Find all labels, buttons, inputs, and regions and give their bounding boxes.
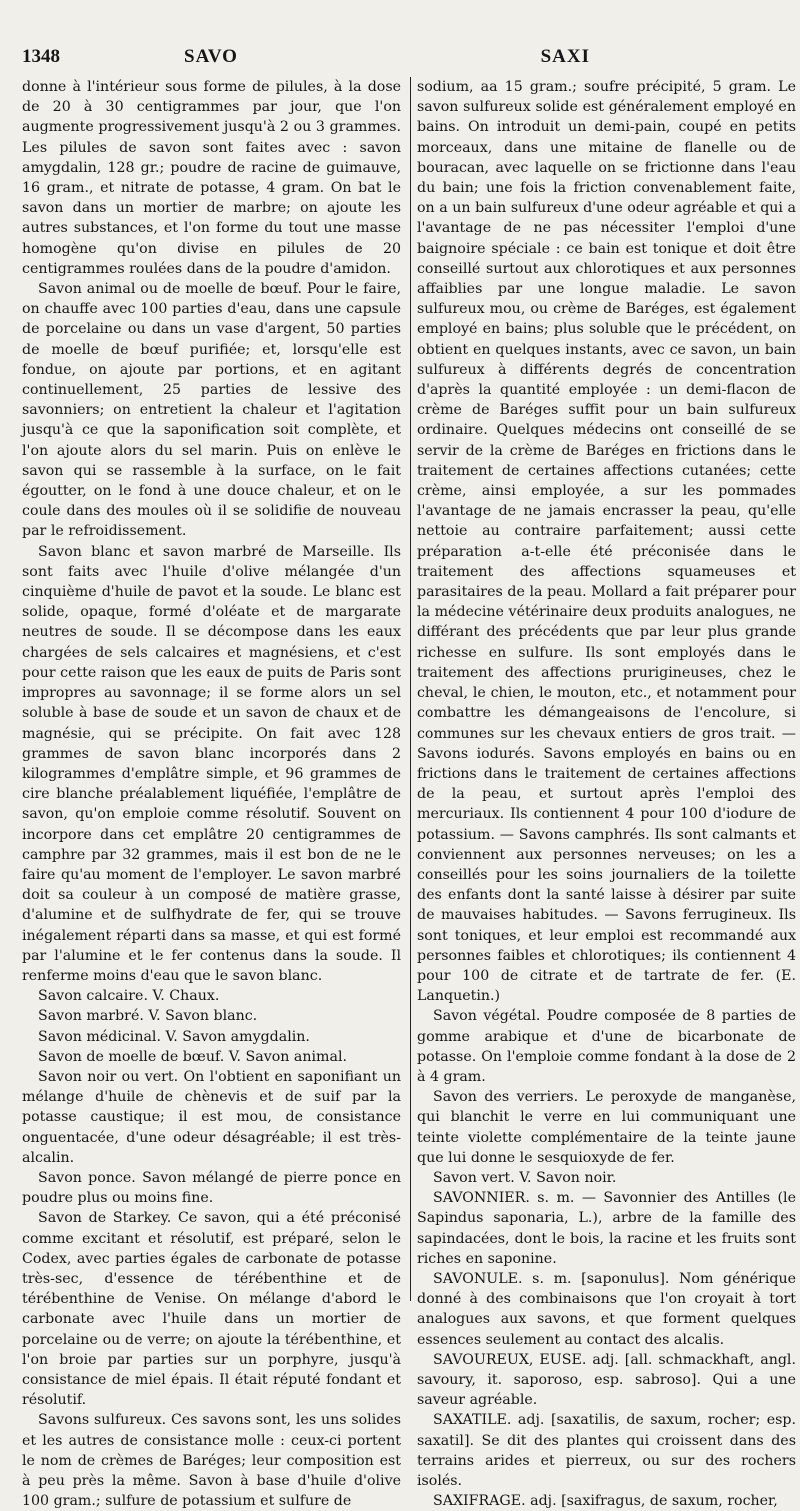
paragraph: Savon animal ou de moelle de bœuf. Pour le faire, on chauffe avec 100 parties d'eau, dans une capsule de porcelaine ou dans un vase d'argent, 50 parties de moelle de bœuf purifiée; et, lorsqu'elle est fondue, on ajoute par portions, et en agitant continuellement, 25 parties de lessive des savonniers; on entretient la chaleur et l'agitation jusqu'à ce que la saponification soit complète, et l'on ajoute alors du sel marin. Puis on enlève le savon qui se rassemble à la surface, on le fait égoutter, on le fond à une douce chaleur, et on le coule dans des moules où il se solidifie de nouveau par le refroidissement. [22,281,401,540]
right-column [416,77,796,1510]
paragraph: Savon médicinal. V. Savon amygdalin. [38,1028,310,1045]
column-divider [410,77,411,1301]
running-header [22,46,782,68]
dictionary-entry: SAVONULE. s. m. [saponulus]. Nom générique donné à des combinaisons que l'on croyait à tort analogues aux savons, et que forment quelques essences seulement au contact des alcalis. [416,1270,796,1348]
paragraph: Savon des verriers. Le peroxyde de manganèse, qui blanchit le verre en lui communiquant une teinte violette complémentaire de la teinte jaune que lui donne le sesquioxyde de fer. [416,1089,796,1166]
dictionary-entry: SAXIFRAGE. adj. [saxifragus, de saxum, rocher, [432,1493,778,1510]
paragraph: Savons sulfureux. Ces savons sont, les uns solides et les autres de consistance molle : ceux-ci portent le nom de crèmes de Baréges; leur composition est à peu près la même. Savon à base d'huile d'olive 100 gram.; sulfure de potassium et sulfure de [22,1412,401,1510]
page-number: 1348 [22,46,60,67]
paragraph: donne à l'intérieur sous forme de pilules, à la dose de 20 à 30 centigrammes par jour, que l'on augmente progressivement jusqu'à 2 ou 3 grammes. Les pilules de savon sont faites avec : savon amygdalin, 128 gr.; poudre de racine de guimauve, 16 gram., et nitrate de potasse, 4 gram. On bat le savon dans un mortier de marbre; on ajoute les autres substances, et l'on forme du tout une masse homogène qu'on divise en pilules de 20 centigrammes roulées dans de la poudre d'amidon. [22,79,401,277]
paragraph: Savon vert. V. Savon noir. [432,1169,617,1186]
paragraph: Savon calcaire. V. Chaux. [38,988,220,1005]
paragraph: Savon noir ou vert. On l'obtient en saponifiant un mélange d'huile de chènevis et de suif par la potasse caustique; il est mou, de consistance onguentacée, d'une odeur désagréable; il est très-alcalin. [22,1068,401,1166]
dictionary-entry: SAVOUREUX, EUSE. adj. [all. schmackhaft, angl. savoury, it. saporoso, esp. sabroso]. Qui a une saveur agréable. [416,1351,796,1409]
paragraph: Savon végétal. Poudre composée de 8 parties de gomme arabique et d'une de bicarbonate de potasse. On l'emploie comme fondant à la dose de 2 à 4 gram. [416,1008,796,1085]
dictionary-entry: SAVONNIER. s. m. — Savonnier des Antilles (le Sapindus saponaria, L.), arbre de la famille des sapindacées, dont le bois, la racine et les fruits sont riches en saponine. [416,1190,796,1267]
paragraph: Savon marbré. V. Savon blanc. [38,1008,258,1025]
paragraph: sodium, aa 15 gram.; soufre précipité, 5 gram. Le savon sulfureux solide est généralement employé en bains. On introduit un demi-pain, coupé en petits morceaux, dans une mitaine de flanelle ou de bouracan, avec laquelle on se frictionne dans l'eau du bain; une fois la friction convenablement faite, on a un bain sulfureux d'une odeur agréable et qui a l'avantage de ne pas nécessiter l'emploi d'une baignoire spéciale : ce bain est tonique et doit être conseillé surtout aux chlorotiques et aux personnes affaiblies par une longue maladie. Le savon sulfureux mou, ou crème de Baréges, est également employé en bains; plus soluble que le précédent, on obtient en quelques instants, avec ce savon, un bain sulfureux à différents degrés de concentration d'après la quantité employée : un demi-flacon de crème de Baréges suffit pour un bain sulfureux ordinaire. Quelques médecins ont conseillé de se servir de la crème de Baréges en frictions dans le traitement de certaines affections cutanées; cette crème, ainsi employée, a sur les pommades l'avantage de ne jamais encrasser la peau, qu'elle nettoie au contraire parfaitement; aussi cette préparation a-t-elle été préconisée dans le traitement des affections squameuses et parasitaires de la peau. Mollard a fait préparer pour la médecine vétérinaire deux produits analogues, ne différant des précédents que par leur plus grande richesse en sulfure. Ils sont employés dans le traitement des affections prurigineuses, chez le cheval, le chien, le mouton, etc., et notamment pour combattre les démangeaisons de l'encolure, si communes sur les chevaux entiers de gros trait. — Savons iodurés. Savons employés en bains ou en frictions dans le traitement de certaines affections de la peau, et surtout après l'emploi des mercuriaux. Ils contiennent 4 pour 100 d'iodure de potassium. — Savons camphrés. Ils sont calmants et conviennent aux personnes nerveuses; on les a conseillés pour les soins journaliers de la toilette des enfants dont la santé laisse à désirer par suite de mauvaises habitudes. — Savons ferrugineux. Ils sont toniques, et leur emploi est recommandé aux personnes faibles et chlorotiques; ils contiennent 4 pour 100 de citrate et de tartrate de fer. (E. Lanquetin.) [416,79,796,1005]
paragraph: Savon de Starkey. Ce savon, qui a été préconisé comme excitant et résolutif, est préparé, selon le Codex, avec parties égales de carbonate de potasse très-sec, d'essence de térébenthine et de térébenthine de Venise. On mélange d'abord le carbonate avec l'huile dans un mortier de porcelaine ou de verre; on ajoute la térébenthine, et l'on broie par parties sur un porphyre, jusqu'à consistance de miel épais. Il était réputé fondant et résolutif. [22,1210,401,1409]
paragraph: Savon ponce. Savon mélangé de pierre ponce en poudre plus ou moins fine. [22,1169,401,1207]
paragraph: Savon blanc et savon marbré de Marseille. Ils sont faits avec l'huile d'olive mélangée d'un cinquième d'huile de pavot et la soude. Le blanc est solide, opaque, formé d'oléate et de margarate neutres de soude. Il se décompose dans les eaux chargées de sels calcaires et magnésiens, et c'est pour cette raison que les eaux de puits de Paris sont impropres au savonnage; il se forme alors un sel soluble à base de soude et un savon de chaux et de magnésie, qui se précipite. On fait avec 128 grammes de savon blanc incorporés dans 2 kilogrammes d'emplâtre simple, et 96 grammes de cire blanche préalablement liquéfiée, l'emplâtre de savon, qu'on emploie comme résolutif. Souvent on incorpore dans cet emplâtre 20 centigrammes de camphre par 32 grammes, mais il est bon de ne le faire qu'au moment de l'employer. Le savon marbré doit sa couleur à un composé de matière grasse, d'alumine et de sulfhydrate de fer, qui se trouve inégalement réparti dans sa masse, et qui est formé par l'alumine et le fer contenus dans la soude. Il renferme moins d'eau que le savon blanc. [22,543,401,984]
dictionary-entry: SAXATILE. adj. [saxatilis, de saxum, rocher; esp. saxatil]. Se dit des plantes qui croissent dans des terrains arides et pierreux, ou sur des rochers isolés. [416,1412,796,1490]
text-columns [22,77,796,1510]
right-running-head: SAXI [540,46,590,67]
paragraph: Savon de moelle de bœuf. V. Savon animal. [38,1048,347,1065]
left-running-head: SAVO [184,46,238,67]
left-column [22,77,410,1510]
